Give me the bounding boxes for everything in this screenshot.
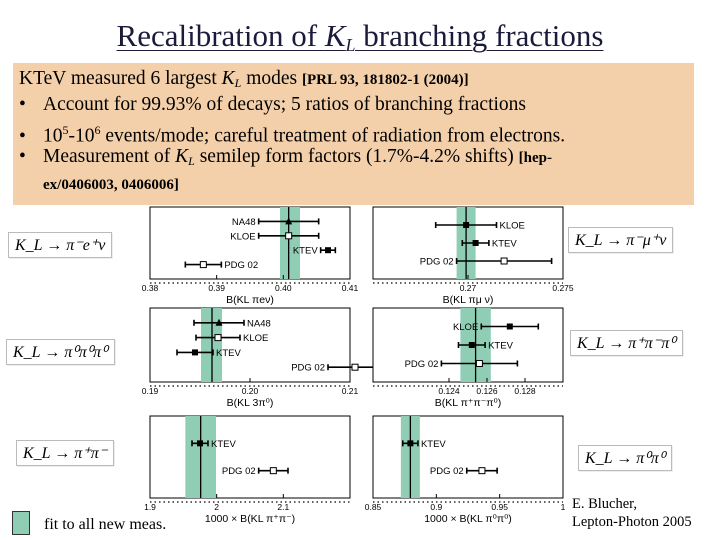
line1-sub: L [234, 76, 242, 90]
credit-author: E. Blucher, [572, 496, 638, 512]
tick-label: 0.95 [491, 502, 508, 512]
line5-reference: ex/0406003, 0406006] [43, 177, 179, 193]
line4-b: semilep form factors (1.7%-4.2% shifts) [194, 146, 519, 167]
line4-a: Measurement of [43, 146, 176, 167]
equation-kpmz: K_L → π⁺π⁻π⁰ [570, 330, 683, 356]
axis-label: B(KL πeν) [226, 294, 274, 306]
line3-sup2: 6 [94, 123, 101, 137]
bullet-icon: • [19, 146, 26, 167]
credit-conference: Lepton-Photon 2005 [572, 514, 692, 530]
point-marker [473, 240, 479, 246]
line4-k: K [175, 146, 189, 167]
point-label: KLOE [452, 322, 479, 333]
plot-frame [150, 416, 350, 498]
tick-label: 0.9 [430, 502, 443, 512]
bullet-line-2 [19, 92, 526, 117]
bullet-icon: • [19, 125, 26, 147]
tick-label: 0.39 [208, 283, 225, 293]
point-marker [192, 349, 198, 355]
tick-label: 0.128 [514, 386, 536, 396]
line3-a: 10 [43, 125, 63, 147]
tick-label: 1 [560, 502, 566, 512]
point-marker [200, 262, 206, 268]
axis-label: B(KL 3π⁰) [226, 397, 274, 409]
point-label: KLOE [230, 231, 256, 243]
axis-label: B(KL π⁺π⁻π⁰) [434, 397, 502, 409]
plot-kpmz [368, 306, 568, 408]
title-k: K [324, 18, 346, 53]
credit [572, 495, 692, 531]
point-label: KTEV [488, 340, 513, 352]
bullet-line-5 [43, 171, 179, 198]
tick-label: 2.1 [277, 502, 290, 512]
axis-label: 1000 × B(KL π⁰π⁰) [424, 513, 512, 525]
point-label: KTEV [292, 245, 318, 257]
line1-text-b: modes [241, 68, 302, 89]
point-marker [352, 364, 358, 370]
point-marker [286, 233, 292, 239]
point-label: NA48 [231, 216, 256, 228]
point-marker [507, 324, 513, 330]
point-marker [325, 247, 331, 253]
plot-ke3 [141, 205, 359, 306]
tick-label: 0.21 [341, 386, 359, 396]
tick-label: 0.19 [141, 386, 159, 396]
point-marker [469, 342, 475, 348]
point-label: KLOE [243, 333, 269, 345]
plot-kmu3 [368, 205, 574, 306]
plot-k00 [364, 414, 568, 525]
equation-k3pi0: K_L → π⁰π⁰π⁰ [6, 339, 115, 365]
tick-label: 0.20 [241, 386, 259, 396]
point-marker [270, 468, 276, 474]
tick-label: 0.41 [341, 283, 359, 293]
point-marker [476, 361, 482, 367]
point-label: KTEV [491, 238, 517, 250]
axis-label: B(KL πμ ν) [442, 294, 494, 306]
point-label: KTEV [216, 347, 241, 359]
point-marker [501, 258, 507, 264]
plot-k3pi0 [141, 306, 359, 409]
summary-box [13, 63, 694, 205]
point-label: KTEV [420, 438, 446, 450]
title-text: Recalibration of [116, 18, 325, 53]
line3-c: events/mode; careful treatment of radiation from electrons. [100, 125, 566, 147]
plot-kpm [145, 414, 355, 524]
line1-reference: [PRL 93, 181802-1 (2004)] [301, 72, 469, 88]
legend-swatch [12, 511, 30, 535]
tick-label: 0.40 [275, 283, 292, 293]
tick-label: 2 [214, 502, 220, 512]
tick-label: 1.9 [144, 502, 156, 512]
point-label: PDG 02 [404, 359, 439, 370]
point-label: NA48 [247, 318, 271, 330]
equation-kpm: K_L → π⁺π⁻ [16, 440, 114, 466]
line1-k: K [221, 68, 235, 89]
tick-label: 0.126 [476, 386, 498, 396]
axis-label: 1000 × B(KL π⁺π⁻) [204, 513, 296, 525]
point-label: PDG 02 [221, 466, 256, 478]
tick-label: 0.124 [438, 386, 460, 396]
point-label: KLOE [499, 220, 525, 232]
fit-band [280, 207, 300, 279]
point-marker [197, 440, 203, 446]
bullet-line-4 [19, 144, 552, 174]
tick-label: 0.275 [552, 283, 574, 293]
line2-text: Account for 99.93% of decays; 5 ratios of branching fractions [43, 94, 527, 115]
tick-label: 0.85 [364, 502, 382, 512]
point-marker [463, 222, 469, 228]
equation-ke3: K_L → π⁻e⁺ν [8, 232, 112, 258]
point-label: PDG 02 [419, 256, 454, 268]
line3-sup1: 5 [62, 123, 69, 137]
point-marker [407, 440, 413, 446]
title-suffix: branching fractions [355, 18, 604, 53]
point-marker [215, 335, 221, 341]
point-label: KTEV [211, 438, 236, 450]
slide-title [0, 18, 720, 56]
point-label: PDG 02 [224, 260, 259, 272]
equation-kmu3: K_L → π⁻μ⁺ν [568, 227, 673, 253]
line4-reference: [hep- [518, 150, 553, 166]
equation-k00: K_L → π⁰π⁰ [578, 445, 672, 471]
point-label: PDG 02 [429, 466, 464, 478]
legend-text: fit to all new meas. [44, 516, 167, 533]
title-sub: L [345, 35, 356, 55]
line4-sub: L [188, 154, 195, 168]
line1-text: KTeV measured 6 largest [19, 68, 222, 89]
tick-label: 0.38 [141, 283, 159, 293]
bullet-icon: • [19, 94, 26, 115]
point-label: PDG 02 [291, 362, 325, 374]
point-marker [479, 468, 485, 474]
tick-label: 0.27 [459, 283, 477, 293]
line3-b: -10 [68, 125, 95, 147]
